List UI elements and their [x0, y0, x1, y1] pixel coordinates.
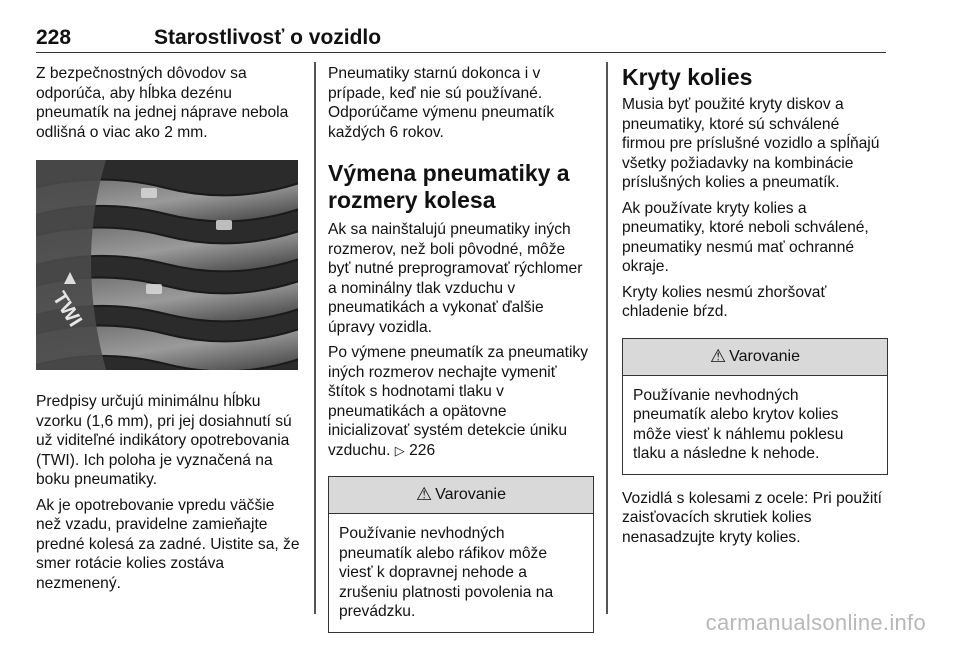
paragraph: Ak sa nainštalujú pneumatiky iných rozmerov, než boli pôvodné, môže byť nutné preprogramovať rýchlomer a nominálny tlak vzduchu v pneumatikách a vykonať ďalšie úpravy vozidla. [328, 221, 583, 336]
paragraph: Ak je opotrebovanie vpredu väčšie než vzadu, pravidelne zamieňajte predné kolesá za zadné. Uistite sa, že smer rotácie kolies zostáva nezmenený. [36, 496, 300, 592]
warning-box [328, 476, 594, 633]
paragraph: Z bezpečnostných dôvodov sa odporúča, aby hĺbka dezénu pneumatík na jednej náprave nebola odlišná o viac ako 2 mm. [36, 65, 289, 141]
warning-icon: ⚠ [416, 484, 433, 505]
column-middle [328, 64, 594, 647]
paragraph: Kryty kolies nesmú zhoršovať chladenie bŕzd. [622, 283, 827, 320]
tire-tread-image [36, 160, 298, 370]
paragraph-text: Po výmene pneumatík za pneumatiky iných rozmerov nechajte vymeniť štítok s hodnotami tlaku v pneumatikách a opätovne inicializovať systém detekcie úniku vzduchu. [328, 344, 589, 459]
warning-icon: ⚠ [710, 345, 727, 366]
column-divider [606, 62, 608, 614]
warning-title-text: Varovanie [435, 486, 506, 504]
warning-text: Používanie nevhodných pneumatík alebo ráfikov môže viesť k dopravnej nehode a zrušeniu platnosti povolenia na prevádzku. [339, 525, 554, 620]
paragraph: Pneumatiky starnú dokonca i v prípade, keď nie sú používané. Odporúčame výmenu pneumatík každých 6 rokov. [328, 65, 555, 141]
page-number: 228 [36, 26, 72, 49]
warning-title [623, 339, 887, 376]
paragraph [328, 343, 594, 460]
column-divider [314, 62, 316, 614]
paragraph: Vozidlá s kolesami z ocele: Pri použití zaisťovacích skrutiek kolies nenasadzujte kryty kolies. [622, 489, 883, 546]
paragraph: Ak používate kryty kolies a pneumatiky, ktoré neboli schválené, pneumatiky nesmú mať ochranné okraje. [622, 199, 869, 275]
page-reference[interactable]: 226 [409, 441, 436, 459]
page-header [36, 24, 886, 53]
page-reference-icon[interactable]: ▷ [394, 442, 405, 458]
chapter-title: Starostlivosť o vozidlo [154, 26, 382, 49]
warning-title [329, 477, 593, 514]
warning-box [622, 338, 888, 475]
column-left [36, 64, 302, 599]
watermark: carmanualsonline.info [705, 610, 926, 635]
section-heading: Kryty kolies [622, 64, 753, 90]
twi-label: TWI [47, 287, 87, 331]
column-right [622, 64, 888, 553]
paragraph: Musia byť použité kryty diskov a pneumatiky, ktoré sú schválené firmou pre príslušné vozidlo a spĺňajú všetky požiadavky na kombinácie príslušných kolies a pneumatík. [622, 96, 880, 191]
warning-text: Používanie nevhodných pneumatík alebo krytov kolies môže viesť k náhlemu poklesu tlaku a následne k nehode. [633, 386, 844, 462]
section-heading: Výmena pneumatiky a rozmery kolesa [328, 160, 570, 213]
paragraph: Predpisy určujú minimálnu hĺbku vzorku (1,6 mm), pri jej dosiahnutí sú už viditeľné indikátory opotrebovania (TWI). Ich poloha je vyznačená na boku pneumatiky. [36, 393, 292, 488]
warning-title-text: Varovanie [729, 347, 800, 365]
